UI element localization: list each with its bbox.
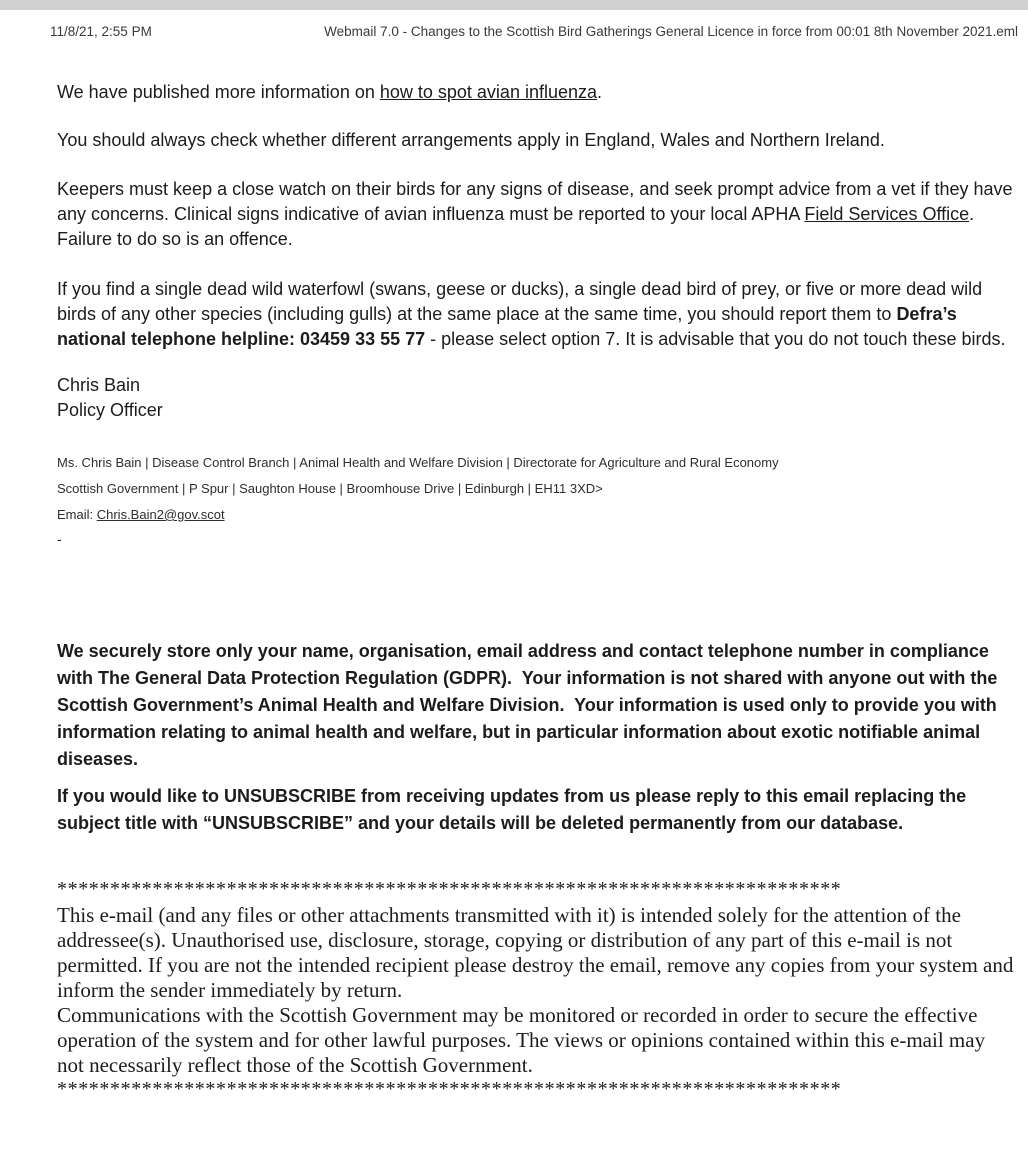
unsubscribe-notice: If you would like to UNSUBSCRIBE from receiving updates from us please reply to this email replacing the subject title with “UNSUBSCRIBE” and your details will be deleted permanently from our database.: [57, 786, 972, 833]
trailing-dash: -: [57, 531, 62, 547]
signature-block: [57, 373, 1014, 423]
paragraph-published-info-period: .: [597, 82, 603, 102]
disclaimer-block: [57, 903, 1019, 1078]
sender-email-link[interactable]: Chris.Bain2@gov.scot: [96, 507, 225, 522]
disclaimer-stars-top: **************************************************************************: [57, 878, 842, 900]
signature-email-line: [57, 502, 1014, 528]
paragraph-keepers-text: Keepers must keep a close watch on their birds for any signs of disease, and seek prompt advice from a vet if they have any concerns. Clinical signs indicative of avian influenza must be reported to your local APHA: [57, 179, 1018, 224]
paragraph-keepers-suffix: . Failure to do so is an offence.: [57, 204, 980, 249]
email-body: [0, 80, 1028, 1100]
signature-org-line1: Ms. Chris Bain | Disease Control Branch | Animal Health and Welfare Division | Directorate for Agriculture and Rural Economy: [57, 455, 779, 470]
print-filename: Webmail 7.0 - Changes to the Scottish Bird Gatherings General Licence in force from 00:01 8th November 2021.eml: [324, 24, 1018, 39]
paragraph-dead-birds-text: If you find a single dead wild waterfowl (swans, geese or ducks), a single dead bird of prey, or five or more dead wild birds of any other species (including gulls) at the same place at the same time, you should report them to: [57, 279, 988, 324]
avian-influenza-link[interactable]: how to spot avian influenza: [379, 82, 598, 102]
defra-helpline-number: Defra’s national telephone helpline: 03459 33 55 77: [57, 304, 962, 349]
print-header: [50, 24, 1018, 40]
signature-name: Chris Bain: [57, 375, 141, 395]
gdpr-notice: We securely store only your name, organisation, email address and contact telephone number in compliance with The General Data Protection Regulation (GDPR). Your information is not shared with anyone out with the Scottish Government’s Animal Health and Welfare Division. Your information is used only to provide you with information relating to animal health and welfare, but in particular information about exotic notifiable animal diseases.: [57, 641, 1003, 769]
paragraph-keepers: [57, 177, 1018, 252]
paragraph-arrangements: You should always check whether different arrangements apply in England, Wales and Northern Ireland.: [57, 130, 885, 150]
signature-details: [57, 450, 1014, 528]
signature-title: Policy Officer: [57, 400, 163, 420]
disclaimer-stars-bottom: **************************************************************************: [57, 1078, 842, 1100]
signature-email-label: Email:: [57, 507, 97, 522]
field-services-office-link[interactable]: Field Services Office: [804, 204, 970, 224]
print-date: 11/8/21, 2:55 PM: [50, 24, 152, 39]
paragraph-published-info-text: We have published more information on: [57, 82, 380, 102]
disclaimer-paragraph-1: This e-mail (and any files or other attachments transmitted with it) is intended solely for the attention of the addressee(s). Unauthorised use, disclosure, storage, copying or distribution of any part of this e-mail is not permitted. If you are not the intended recipient please destroy the email, remove any copies from your system and inform the sender immediately by return.: [57, 903, 1019, 1002]
signature-org-line2: Scottish Government | P Spur | Saughton House | Broomhouse Drive | Edinburgh | EH11 3XD>: [57, 481, 603, 496]
paragraph-dead-birds: [57, 277, 1014, 352]
disclaimer-paragraph-2: Communications with the Scottish Government may be monitored or recorded in order to secure the effective operation of the system and for other lawful purposes. The views or opinions contained within this e-mail may not necessarily reflect those of the Scottish Government.: [57, 1003, 991, 1077]
paragraph-dead-birds-suffix: - please select option 7. It is advisable that you do not touch these birds.: [425, 329, 1006, 349]
paragraph-published-info: [57, 80, 1014, 105]
scan-artifact-strip: [0, 0, 1028, 10]
